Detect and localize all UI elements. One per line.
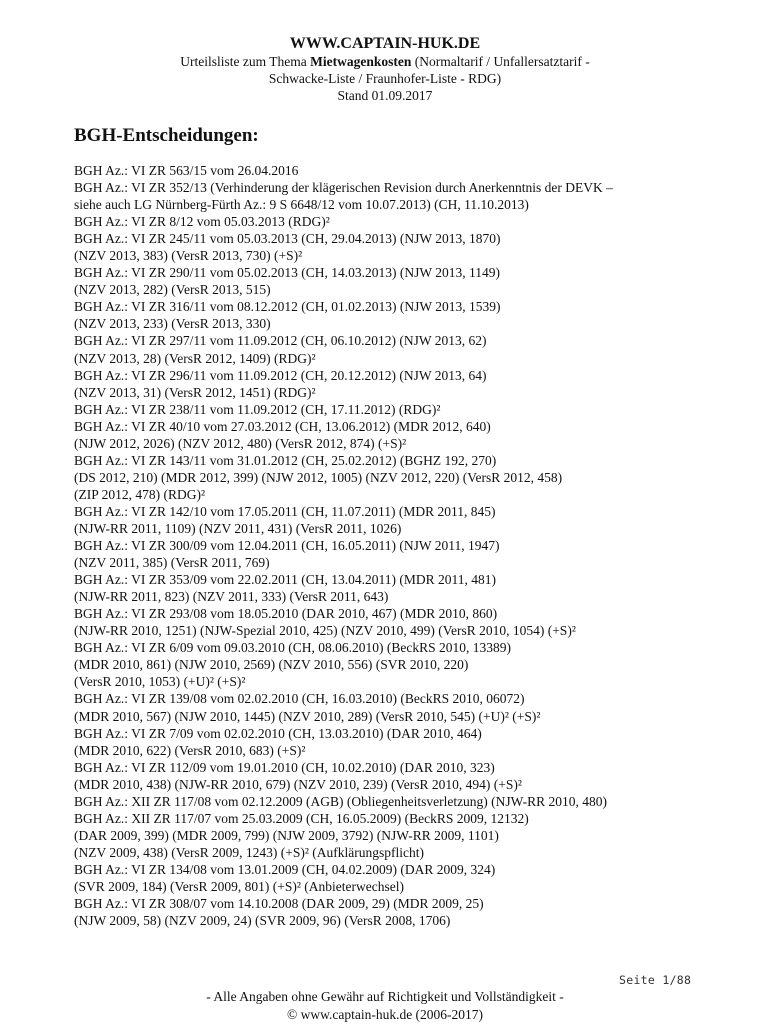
ruling-entry-line: (SVR 2009, 184) (VersR 2009, 801) (+S)² (Anbieterwechsel)	[74, 878, 404, 894]
footer-disclaimer: - Alle Angaben ohne Gewähr auf Richtigkeit und Vollständigkeit -	[206, 989, 564, 1004]
ruling-entry-line: BGH Az.: VI ZR 139/08 vom 02.02.2010 (CH, 16.03.2010) (BeckRS 2010, 06072)	[74, 691, 525, 707]
ruling-entry-line: BGH Az.: VI ZR 353/09 vom 22.02.2011 (CH, 13.04.2011) (MDR 2011, 481)	[74, 572, 496, 588]
ruling-entry-line: BGH Az.: VI ZR 352/13 (Verhinderung der klägerischen Revision durch Anerkenntnis der DEVK –	[74, 180, 613, 196]
copyright-icon: ©	[286, 1007, 298, 1022]
ruling-entry-line: (DS 2012, 210) (MDR 2012, 399) (NJW 2012, 1005) (NZV 2012, 220) (VersR 2012, 458)	[74, 469, 563, 485]
ruling-entry-line: siehe auch LG Nürnberg-Fürth Az.: 9 S 6648/12 vom 10.07.2013) (CH, 11.10.2013)	[74, 197, 529, 213]
ruling-entry-line: (NJW-RR 2011, 1109) (NZV 2011, 431) (VersR 2011, 1026)	[74, 520, 402, 536]
copyright-text: www.captain-huk.de (2006-2017)	[297, 1007, 484, 1022]
ruling-entry-line: (MDR 2010, 861) (NJW 2010, 2569) (NZV 2010, 556) (SVR 2010, 220)	[74, 657, 469, 673]
ruling-entry-line: (NZV 2011, 385) (VersR 2011, 769)	[74, 555, 270, 571]
ruling-entry-line: BGH Az.: VI ZR 245/11 vom 05.03.2013 (CH, 29.04.2013) (NJW 2013, 1870)	[74, 231, 501, 247]
ruling-entry-line: BGH Az.: VI ZR 134/08 vom 13.01.2009 (CH, 04.02.2009) (DAR 2009, 324)	[74, 861, 496, 877]
page-number: Seite 1/88	[619, 973, 692, 987]
ruling-entry-line: (NJW-RR 2011, 823) (NZV 2011, 333) (VersR 2011, 643)	[74, 589, 389, 605]
ruling-entry-line: BGH Az.: VI ZR 300/09 vom 12.04.2011 (CH, 16.05.2011) (NJW 2011, 1947)	[74, 538, 500, 554]
ruling-entry-line: BGH Az.: VI ZR 293/08 vom 18.05.2010 (DAR 2010, 467) (MDR 2010, 860)	[74, 606, 498, 622]
ruling-entry-line: BGH Az.: VI ZR 563/15 vom 26.04.2016	[74, 163, 299, 178]
ruling-entry-line: (NJW-RR 2010, 1251) (NJW-Spezial 2010, 425) (NZV 2010, 499) (VersR 2010, 1054) (+S)²	[74, 623, 576, 639]
section-title: BGH-Entscheidungen:	[74, 125, 259, 146]
ruling-entry-line: BGH Az.: VI ZR 8/12 vom 05.03.2013 (RDG)²	[74, 214, 330, 230]
ruling-entry-line: BGH Az.: VI ZR 7/09 vom 02.02.2010 (CH, 13.03.2010) (DAR 2010, 464)	[74, 725, 482, 741]
ruling-entry-line: (DAR 2009, 399) (MDR 2009, 799) (NJW 2009, 3792) (NJW-RR 2009, 1101)	[74, 827, 499, 843]
ruling-entry-line: (MDR 2010, 567) (NJW 2010, 1445) (NZV 2010, 289) (VersR 2010, 545) (+U)² (+S)²	[74, 708, 541, 724]
ruling-entry-line: (NZV 2013, 282) (VersR 2013, 515)	[74, 282, 271, 298]
ruling-entry-line: BGH Az.: VI ZR 308/07 vom 14.10.2008 (DAR 2009, 29) (MDR 2009, 25)	[74, 896, 484, 912]
footer-copyright	[0, 1006, 770, 1024]
ruling-entry-line: BGH Az.: XII ZR 117/07 vom 25.03.2009 (CH, 16.05.2009) (BeckRS 2009, 12132)	[74, 810, 529, 826]
ruling-entry-line: BGH Az.: VI ZR 316/11 vom 08.12.2012 (CH, 01.02.2013) (NJW 2013, 1539)	[74, 299, 501, 315]
ruling-entry-line: (NZV 2013, 233) (VersR 2013, 330)	[74, 316, 271, 332]
subtitle-line-2: Schwacke-Liste / Fraunhofer-Liste - RDG)	[268, 71, 502, 86]
subtitle-suffix: (Normaltarif / Unfallersatztarif -	[411, 54, 590, 69]
ruling-entry-line: (NZV 2013, 28) (VersR 2012, 1409) (RDG)²	[74, 350, 316, 366]
subtitle-topic: Mietwagenkosten	[310, 54, 412, 69]
ruling-entry-line: BGH Az.: VI ZR 238/11 vom 11.09.2012 (CH, 17.11.2012) (RDG)²	[74, 401, 441, 417]
ruling-entry-line: BGH Az.: VI ZR 296/11 vom 11.09.2012 (CH, 20.12.2012) (NJW 2013, 64)	[74, 367, 487, 383]
ruling-entry-line: (NZV 2013, 31) (VersR 2012, 1451) (RDG)²	[74, 384, 316, 400]
ruling-entry-line: (MDR 2010, 438) (NJW-RR 2010, 679) (NZV 2010, 239) (VersR 2010, 494) (+S)²	[74, 776, 522, 792]
ruling-entry-line: BGH Az.: VI ZR 143/11 vom 31.01.2012 (CH, 25.02.2012) (BGHZ 192, 270)	[74, 452, 497, 468]
ruling-entry-line: BGH Az.: VI ZR 40/10 vom 27.03.2012 (CH, 13.06.2012) (MDR 2012, 640)	[74, 418, 491, 434]
subtitle-line-1	[0, 53, 770, 70]
ruling-entry-line: BGH Az.: XII ZR 117/08 vom 02.12.2009 (AGB) (Obliegenheitsverletzung) (NJW-RR 2010, 480)	[74, 793, 608, 809]
document-date: Stand 01.09.2017	[337, 88, 433, 103]
ruling-entry-line: (NJW 2012, 2026) (NZV 2012, 480) (VersR 2012, 874) (+S)²	[74, 435, 407, 451]
document-header	[0, 34, 770, 104]
ruling-entry-line: (NJW 2009, 58) (NZV 2009, 24) (SVR 2009, 96) (VersR 2008, 1706)	[74, 913, 451, 929]
ruling-entry-line: (NZV 2009, 438) (VersR 2009, 1243) (+S)² (Aufklärungspflicht)	[74, 844, 424, 860]
ruling-entry-line: (ZIP 2012, 478) (RDG)²	[74, 486, 206, 502]
subtitle-prefix: Urteilsliste zum Thema	[180, 54, 311, 69]
ruling-entry-line: BGH Az.: VI ZR 112/09 vom 19.01.2010 (CH, 10.02.2010) (DAR 2010, 323)	[74, 759, 495, 775]
ruling-list	[74, 162, 714, 929]
site-title: WWW.CAPTAIN-HUK.DE	[289, 35, 481, 52]
ruling-entry-line: BGH Az.: VI ZR 297/11 vom 11.09.2012 (CH, 06.10.2012) (NJW 2013, 62)	[74, 333, 487, 349]
ruling-entry-line: BGH Az.: VI ZR 6/09 vom 09.03.2010 (CH, 08.06.2010) (BeckRS 2010, 13389)	[74, 640, 511, 656]
ruling-entry-line: BGH Az.: VI ZR 142/10 vom 17.05.2011 (CH, 11.07.2011) (MDR 2011, 845)	[74, 503, 496, 519]
ruling-entry-line: (MDR 2010, 622) (VersR 2010, 683) (+S)²	[74, 742, 306, 758]
ruling-entry-line: (NZV 2013, 383) (VersR 2013, 730) (+S)²	[74, 248, 303, 264]
ruling-entry-line: (VersR 2010, 1053) (+U)² (+S)²	[74, 674, 246, 690]
ruling-entry-line: BGH Az.: VI ZR 290/11 vom 05.02.2013 (CH, 14.03.2013) (NJW 2013, 1149)	[74, 265, 500, 281]
document-footer	[0, 988, 770, 1024]
